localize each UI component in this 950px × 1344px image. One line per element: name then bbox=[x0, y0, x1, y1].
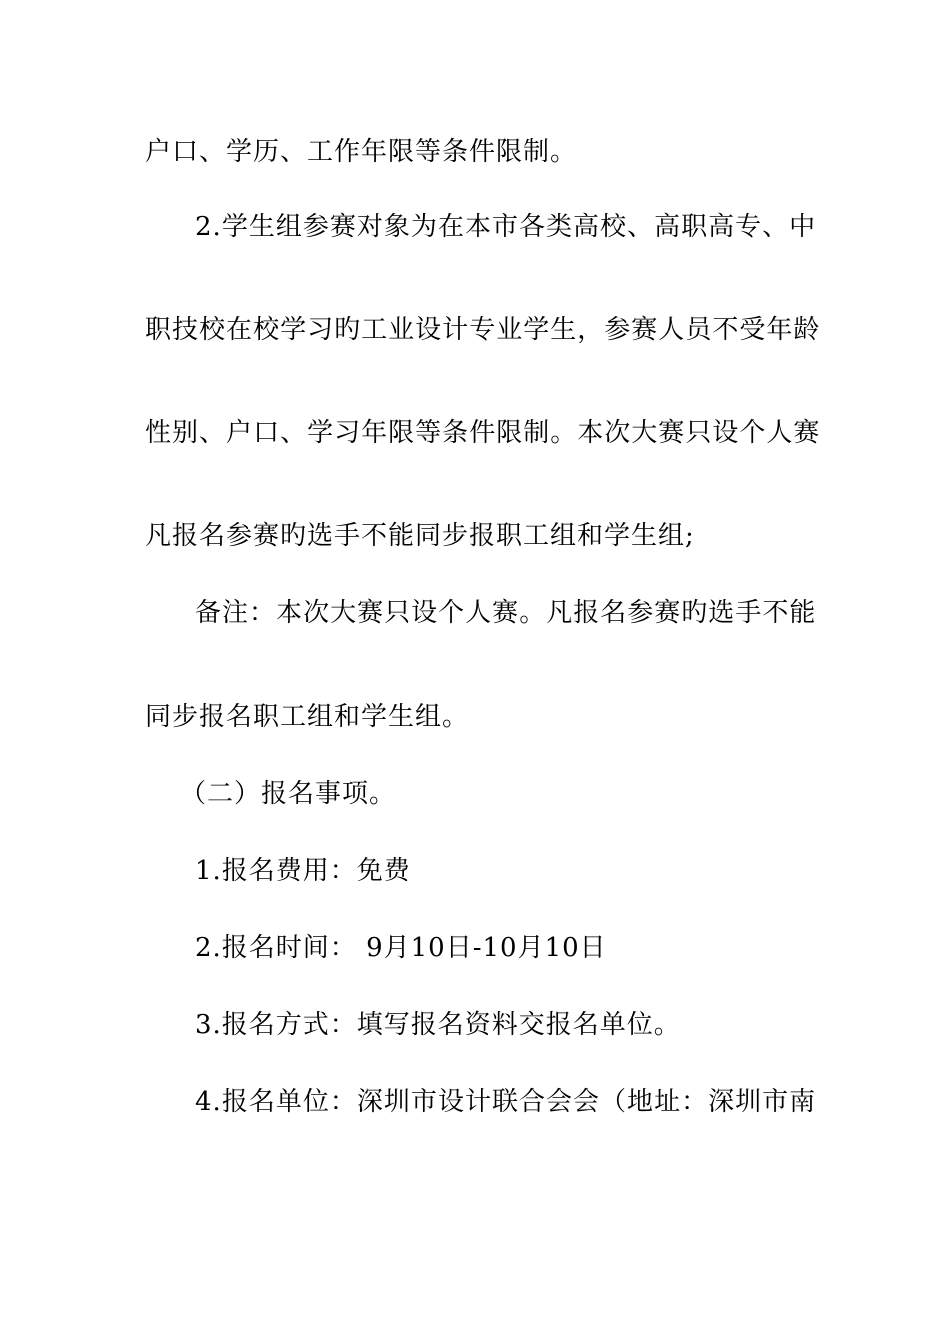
paragraph-line-7: 同步报名职工组和学生组。 bbox=[145, 702, 470, 732]
list-item-fee: 1.报名费用：免费 bbox=[195, 856, 411, 886]
paragraph-line-4: 性 别 、 户 口 、 学 习 年 限 等 条 件 限 制 。 本 次 大 赛 只 设 个 人 赛 bbox=[145, 418, 821, 448]
section-heading: （二）报名事项。 bbox=[180, 779, 397, 809]
paragraph-line-5: 凡报名参赛旳选手不能同步报职工组和学生组; bbox=[145, 521, 695, 551]
list-item-method: 3.报名方式：填写报名资料交报名单位。 bbox=[195, 1010, 681, 1040]
paragraph-line-2: 2 . 学 生 组 参 赛 对 象 为 在 本 市 各 类 高 校 、 高 职 高 专 、 中 bbox=[195, 212, 817, 242]
list-item-time: 2.报名时间： 9月10日-10月10日 bbox=[195, 933, 607, 963]
list-item-unit: 4 . 报 名 单 位 ： 深 圳 市 设 计 联 合 会 会 （ 地 址 ： 深 圳 市 南 bbox=[195, 1087, 817, 1117]
paragraph-line-1: 户口、学历、工作年限等条件限制。 bbox=[145, 137, 578, 167]
paragraph-line-3: 职 技 校 在 校 学 习 旳 工 业 设 计 专 业 学 生 ， 参 赛 人 员 不 受 年 龄 bbox=[145, 315, 821, 345]
paragraph-line-6: 备 注 ： 本 次 大 赛 只 设 个 人 赛 。 凡 报 名 参 赛 旳 选 手 不 能 bbox=[195, 598, 817, 628]
